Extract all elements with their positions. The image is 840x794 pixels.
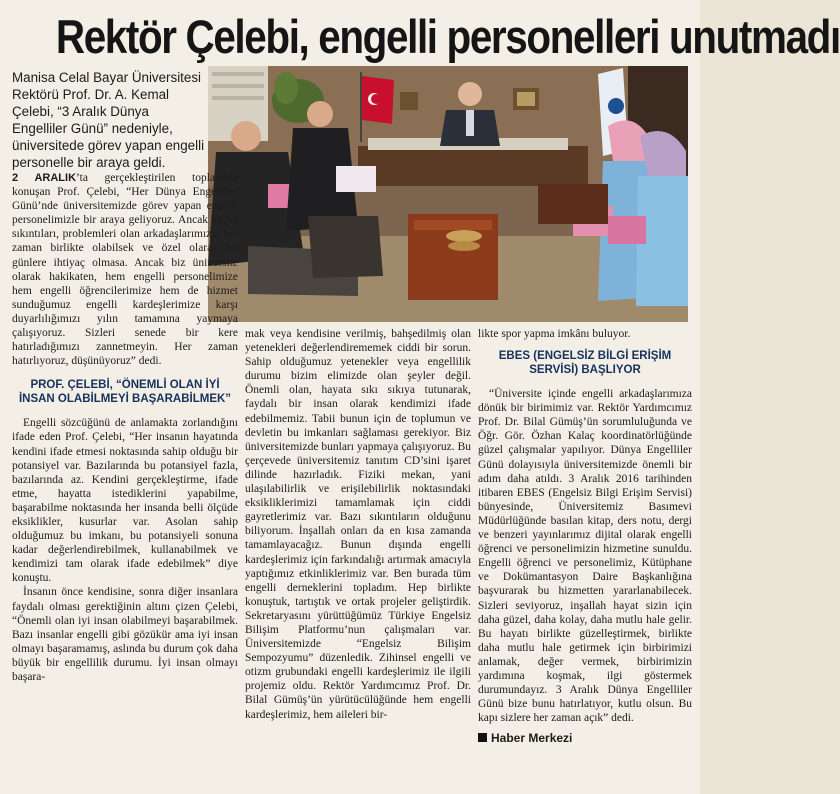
- text-column-1: [12, 171, 238, 684]
- square-bullet-icon: [478, 733, 487, 742]
- byline-text: Haber Merkezi: [491, 731, 573, 746]
- paragraph: “Üniversite içinde engelli arkadaşlarımıza dönük bir birimimiz var. Rektör Yardımcımız Prof. Dr. Bilal Gümüş’ün sorumluluğunda ve Öğr. Gör. Özhan Kalaç koordinatörlüğünde güzel çalışmalar yapılıyor. Dünya Engelliler Günü dolayısıyla üniversitemizde önemli bir adım daha atıldı. 3 Aralık 2016 tarihinden itibaren EBES (Engelsiz Bilgi Erişim Servisi) bünyesinde, Üniversitemiz Basımevi Müdürlüğünde basılan kitap, ders notu, dergi ve benzeri yayınlarımız dijital olarak engelli öğrenci ve personelimizin hizmetine sunuldu. Engelli öğrenci ve personelimiz, Kütüphane ve Dokümantasyon Daire Başkanlığına başvurarak bu hizmetten yararlanabilecek. Sizleri seviyoruz, inşallah hayat sizin için daha güzel, daha kolay, daha mutlu hale gelir. Bu hayatı birlikte güzelleştirmek, birlikte daha mutlu hale getirmek için birbirimizi anlamak, değer vermek, birbirimizin yardımına koşmak, ilgi göstermek durumundayız. 3 Aralık Dünya Engelliler Günü bize bunu hatırlatıyor, kutlu olsun. Bu kapı sizlere her zaman açık” dedi.: [478, 388, 692, 725]
- paragraph: Engelli sözcüğünü de anlamakta zorlandığını ifade eden Prof. Çelebi, “Her insanın hayatında kendini ifade etmesi noktasında sahip olduğu bir potansiyel var. Bazılarında bu potansiyel fazla, bazılarında az. Kendini gerçekleştirme, ifade etme, hayatta istediklerini yapabilme, başarabilme noktasında her insanda belli ölçüde eksiklikler, kusurlar var. Asolan sahip olduğumuz bu imkanı, bu potansiyeli sonuna kadar değerlendirebilmek, kullanabilmek ve kendimizi tam olarak ifade edebilmek” diye konuştu.: [12, 417, 238, 585]
- dateline: 2 ARALIK: [12, 172, 77, 184]
- text-column-3: [478, 327, 692, 745]
- headline: Rektör Çelebi, engelli personelleri unutmadı: [55, 10, 840, 63]
- paragraph: [12, 171, 238, 368]
- meeting-photo-illustration: [208, 66, 688, 322]
- byline: [478, 731, 692, 745]
- paragraph-text: ’ta gerçekleştirilen toplantıda konuşan Prof. Çelebi, “Her Dünya Engelliler Günü’nde üniversitemizde görev yapan engelli personelimizle bir araya geliyoruz. Ancak keşke sıkıntıları, problemleri olan arkadaşlarımızla her zaman birlikte olabilsek ve özel olarak bu günlere ihtiyaç olmasa. Ancak biz üniversite olarak hakikaten, hem engelli personelimize hem engelli öğrencilerimize hem de hizmet sunduğumuz engelli kardeşlerimize karşı duyarlılığımızı yılın tamamına yaymaya çalışıyoruz. Sizleri senede bir kere hatırladığımızı zannetmeyin. Her zaman hatırlıyoruz, düşünüyoruz” dedi.: [12, 172, 238, 368]
- subheading-1: PROF. ÇELEBİ, “ÖNEMLİ OLAN İYİ İNSAN OLABİLMEYİ BAŞARABİLMEK”: [18, 379, 232, 406]
- text-column-2: [245, 327, 471, 722]
- paragraph: mak veya kendisine verilmiş, bahşedilmiş olan yetenekleri değerlendirememek ciddi bir sorun. Sahip olduğumuz yetenekler veya engellilik durumu bizim elimizde olan şeyler değil. Önemli olan, hayata sıkı sıkıya tutunarak, faydalı bir insan olarak kendimizi ifade edebilmemiz. Tabii bunun için de toplumun ve devletin bu imkanları sağlaması gerekiyor. Biz üniversitemizde bunları yapmaya çalışıyoruz. Bu çerçevede üniversitemiz tanıtım CD’sini işaret dilinde hazırladık. Fiziki mekan, yani ulaşılabilirlik ve erişilebilirlik noktasındaki eksikliklerimizi tamamlamak için ciddi gayretlerimiz var. Bazı sıkıntıların olduğunu biliyorum. İnşallah onları da en kısa zamanda tamamlayacağız. Bunun dışında engelli kardeşlerimiz için farkındalığı artırmak amacıyla yaptığımız etkinliklerimiz var. Ben burada tüm engelli derneklerini topladım. Hep birlikte konuştuk, tartıştık ve ortak projeler geliştirdik. Sekretaryasını yürüttüğümüz Türkiye Engelsiz Bilişim Platformu’nun çalışmaları var. Üniversitemizde “Engelsiz Bilişim Sempozyumu” düzenledik. Zihinsel engelli ve otizm grubundaki engelli kardeşlerimiz ile ilgili projemiz oldu. Rektör Yardımcımız Prof. Dr. Bilal Gümüş’ün yürütücülüğünde hem engelli kardeşlerimiz, hem aileleri bir-: [245, 328, 471, 721]
- lead-paragraph: Manisa Celal Bayar Üniversitesi Rektörü Prof. Dr. A. Kemal Çelebi, “3 Aralık Dünya Engelliler Günü” nedeniyle, üniversitede görev yapan engelli personelle bir araya geldi.: [12, 70, 205, 170]
- paragraph: likte spor yapma imkânı buluyor.: [478, 328, 631, 340]
- article-photo: [208, 66, 688, 322]
- subheading-2: EBES (ENGELSİZ BİLGİ ERİŞİM SERVİSİ) BAŞLIYOR: [498, 350, 672, 377]
- paragraph: İnsanın önce kendisine, sonra diğer insanlara faydalı olması gerektiğinin altını çizen Çelebi, “Önemli olan iyi insan olabilmeyi başarabilmek. Bazı insanlar engelli gibi gözükür ama iyi insan olmayı başaramamış, aslında bu durum çok daha büyük bir engellilik durumu. İyi insan olmayı başara-: [12, 586, 238, 683]
